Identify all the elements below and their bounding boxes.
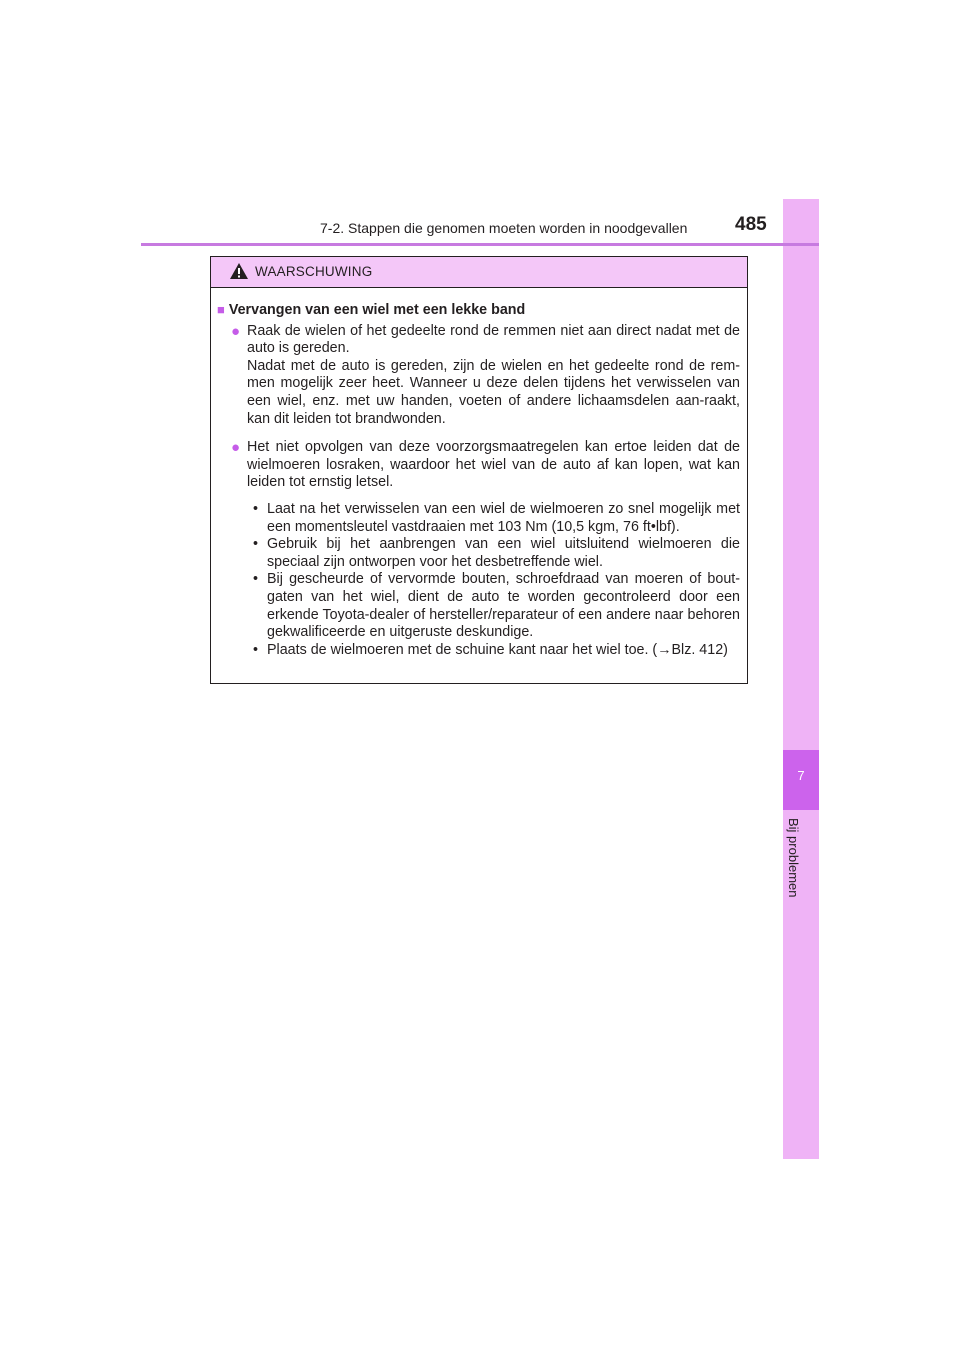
- warning-body: [211, 288, 747, 659]
- circle-bullet-icon: ●: [231, 439, 241, 457]
- sub-item-text: Gebruik bij het aanbrengen van een wiel uitsluitend wielmoeren die speciaal zijn ontworpen voor het desbetreffende wiel.: [267, 536, 740, 570]
- sub-list-item: [247, 571, 740, 641]
- sub-item-text: Bij gescheurde of vervormde bouten, schroefdraad van moeren of bout-gaten van het wiel, dient de auto te worden gecontroleerd door een erkende Toyota-dealer of hersteller/reparateur of een andere naar behoren gekwalificeerde en uitgeruste deskundige.: [267, 571, 740, 641]
- dot-bullet-icon: •: [253, 500, 259, 517]
- chapter-side-tab: [783, 199, 819, 1159]
- warning-title: WAARSCHUWING: [255, 264, 373, 279]
- warning-paragraph: Raak de wielen of het gedeelte rond de remmen niet aan direct nadat met de auto is gereden.: [247, 322, 740, 357]
- sub-item-text: Laat na het verwisselen van een wiel de wielmoeren zo snel mogelijk met een momentsleutel vastdraaien met 103 Nm (10,5 kgm, 76 ft•lbf).: [267, 500, 740, 535]
- section-heading: [217, 301, 740, 320]
- warning-item: [217, 323, 740, 429]
- dot-bullet-icon: •: [253, 571, 259, 588]
- warning-paragraph: Nadat met de auto is gereden, zijn de wielen en het gedeelte rond de rem-men mogelijk zeer heet. Wanneer u deze delen tijdens het verwisselen van een wiel, enz. met uw handen, voeten of andere lichaamsdelen aan-raakt, kan dit leiden tot brandwonden.: [247, 357, 740, 427]
- circle-bullet-icon: ●: [231, 322, 241, 340]
- section-title: 7-2. Stappen die genomen moeten worden in noodgevallen: [320, 220, 688, 236]
- chapter-label: Bij problemen: [786, 818, 801, 898]
- warning-item-text: [247, 439, 740, 659]
- section-heading-text: Vervangen van een wiel met een lekke band: [228, 302, 526, 318]
- page-number: 485: [735, 214, 767, 235]
- sub-list: [247, 501, 740, 659]
- sub-list-item: [247, 536, 740, 571]
- warning-header: [211, 257, 747, 288]
- sub-item-text: Plaats de wielmoeren met de schuine kant naar het wiel toe. (→Blz. 412): [267, 641, 728, 658]
- warning-box: [210, 256, 748, 684]
- sub-list-item: [247, 501, 740, 536]
- square-bullet-icon: ■: [217, 302, 225, 317]
- sub-list-item: [247, 642, 740, 660]
- dot-bullet-icon: •: [253, 641, 259, 658]
- header-rule: [141, 243, 819, 246]
- warning-item-text: [247, 323, 740, 429]
- warning-triangle-icon: [229, 262, 249, 280]
- dot-bullet-icon: •: [253, 536, 259, 553]
- warning-paragraph: Het niet opvolgen van deze voorzorgsmaatregelen kan ertoe leiden dat de wielmoeren losraken, waardoor het wiel van de auto af kan lopen, wat kan leiden tot ernstig letsel.: [247, 439, 740, 491]
- chapter-number: 7: [797, 768, 805, 783]
- warning-item: [217, 439, 740, 659]
